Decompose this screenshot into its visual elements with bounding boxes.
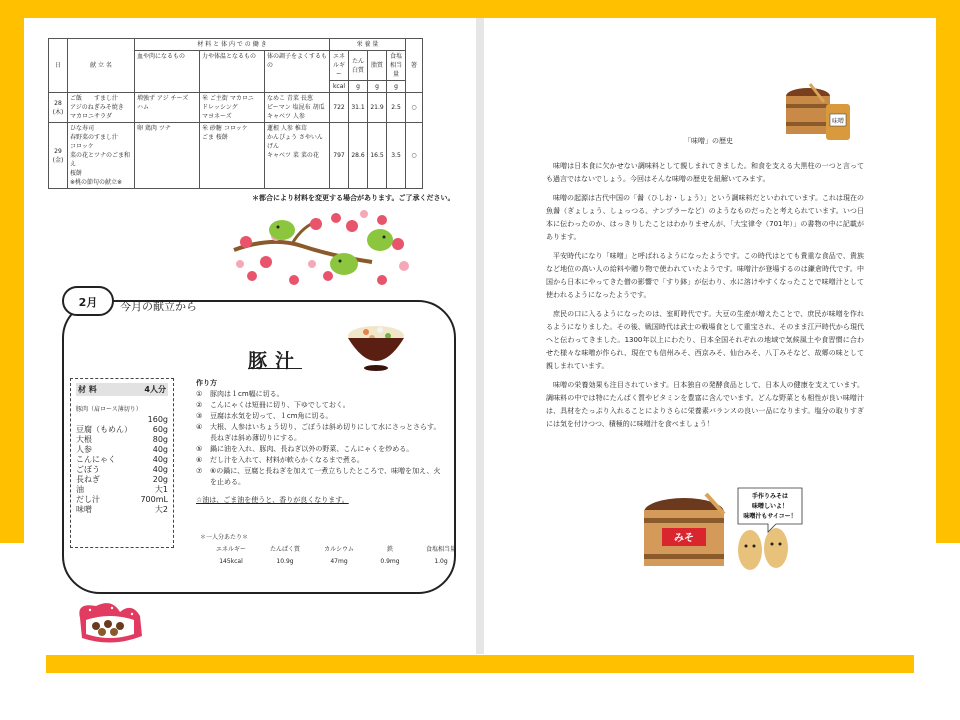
article-paragraph: 味噌は日本食に欠かせない調味料として親しまれてきました。和食を支える大黒柱の一つと言っても過言ではないでしょう。今回はそんな味噌の歴史を紐解いてみます。 <box>546 162 864 183</box>
ingredient-line: かんぴょう さやいんげん <box>267 134 323 150</box>
ingredient-row <box>76 465 168 475</box>
header-energy: 力や体温となるもの <box>200 51 265 93</box>
miso-barrel-characters-illustration <box>632 484 808 576</box>
ingredient-name: 大根 <box>76 435 92 444</box>
ingredient-line: ハム <box>137 104 150 111</box>
ingredient-amount: 大1 <box>154 485 168 494</box>
step-text: こんにゃくは短冊に切り、下ゆでしておく。 <box>210 401 350 409</box>
ingredient-row <box>76 435 168 445</box>
menu-item: アジのねぎみそ焼き <box>70 104 124 111</box>
nutrition-item-label: カルシウム <box>324 546 354 553</box>
menu-table <box>48 38 423 189</box>
ingredient-amount: 40g <box>152 465 168 474</box>
step-text: だし汁を入れて、材料が軟らかくなるまで煮る。 <box>210 456 364 464</box>
nutrition-item-value: 145kcal <box>219 558 243 565</box>
recipe-step <box>196 466 441 488</box>
table-row <box>49 93 423 123</box>
ingredients-label: 材 料 <box>78 385 97 394</box>
weekday: (金) <box>52 156 64 164</box>
top-border <box>0 0 960 18</box>
ingredient-row <box>76 485 168 495</box>
nutrition-item-label: 鉄 <box>386 546 393 553</box>
recipe-steps <box>196 378 441 506</box>
ingredient-amount: 40g <box>152 445 168 454</box>
menu-item: 菜の花とツナのごま和え <box>70 152 131 168</box>
ingredient-amount: 40g <box>152 455 168 464</box>
miso-bag-label: 味噌 <box>831 118 845 125</box>
speech-line: 味噌汁もサイコー！ <box>743 513 797 520</box>
menu-cell <box>68 93 135 123</box>
ingredient-row <box>76 415 168 425</box>
ingredient-row <box>76 404 168 415</box>
header-fat: 脂質 <box>368 51 387 81</box>
ingredient-amount: 80g <box>152 435 168 444</box>
day-number: 28 <box>54 99 62 107</box>
ingredient-amount: 20g <box>152 475 168 484</box>
dish-title: 豚汁 <box>248 350 303 372</box>
ingredients-header <box>76 383 168 396</box>
ingredient-line: 米 砂糖 コロッケ <box>202 125 248 132</box>
condition-cell <box>265 93 330 123</box>
menu-item: ※桃の節句の献立※ <box>70 179 123 186</box>
right-border <box>936 18 960 543</box>
ingredient-row <box>76 475 168 485</box>
header-menu: 献 立 名 <box>68 39 135 93</box>
menu-item: コロッケ <box>70 143 94 150</box>
ingredient-line: ピーマン 塩昆布 胡瓜 <box>267 104 325 111</box>
table-row <box>49 123 423 189</box>
protein-cell: 31.1 <box>349 93 368 123</box>
ingredient-row <box>76 445 168 455</box>
ingredient-name: 味噌 <box>76 505 92 514</box>
recipe-step <box>196 411 441 422</box>
article-paragraph: 庶民の口に入るようになったのは、室町時代です。大豆の生産が増えたことで、庶民が味噌を作れるようになりました。その後、戦国時代は武士の戦場食として重宝され、そのまま江戸時代から現代へと伝わってきました。1300年以上にわたり、日本全国それぞれの地域で気候風土や食習慣に合わせた様々な味噌が作られ、現在でも信州みそ、西京みそ、仙台みそ、八丁みそなど、故郷の味として親しまれています。 <box>546 310 864 370</box>
month-badge: 2月 <box>62 286 114 316</box>
kcal-cell: 722 <box>330 93 349 123</box>
ingredient-amount: 160g <box>147 415 168 424</box>
ingredient-row <box>76 505 168 515</box>
speech-line: 手作りみそは <box>751 493 789 500</box>
ingredient-line: キャベツ 菜 菜の花 <box>267 152 319 159</box>
unit-fat: g <box>368 81 387 93</box>
step-text: 豚肉は１cm幅に切る。 <box>210 390 284 398</box>
step-number: ① <box>196 390 203 398</box>
recipe-step <box>196 422 441 444</box>
menu-item: ご飯 すまし汁 <box>70 95 119 102</box>
header-kcal: エネルギー <box>330 51 349 81</box>
ingredient-name: 豚肉（肩ロース薄切り） <box>76 406 142 413</box>
fat-cell: 21.9 <box>368 93 387 123</box>
ingredient-amount: 大2 <box>154 505 168 514</box>
kcal-cell: 797 <box>330 123 349 189</box>
ingredient-change-notice: ＊都合により材料を変更する場合があります。ご了承ください。 <box>252 194 455 202</box>
ingredient-row <box>76 495 168 505</box>
menu-item: 春野菜のすまし汁 <box>70 134 119 141</box>
step-text: ⑥の鍋に、豆腐と長ねぎを加えて一煮立ちしたところで、味噌を加え、火を止める。 <box>210 467 441 486</box>
menu-item: ひな寿司 <box>70 125 95 132</box>
blood-cell <box>135 93 200 123</box>
menu-cell <box>68 123 135 189</box>
header-nutrition-group: 栄 養 量 <box>330 39 406 51</box>
ingredient-line: ドレッシング <box>202 104 238 111</box>
ingredient-line: ごま 桜餅 <box>202 134 228 141</box>
weekday: (木) <box>52 108 64 116</box>
unit-kcal: kcal <box>330 81 349 93</box>
header-blood: 血や肉になるもの <box>135 51 200 93</box>
header-salt: 食塩相当量 <box>387 51 406 81</box>
chopsticks-cell: ○ <box>406 93 423 123</box>
bottom-border <box>46 655 914 673</box>
ingredient-name: こんにゃく <box>76 455 116 464</box>
ingredient-line: マヨネーズ <box>202 113 232 120</box>
step-number: ④ <box>196 423 203 431</box>
recipe-step <box>196 400 441 411</box>
nutrition-item-label: 食塩相当量 <box>425 546 456 553</box>
energy-cell <box>200 123 265 189</box>
salt-cell: 2.5 <box>387 93 406 123</box>
ingredient-line: 卵 鶏肉 ツナ <box>137 125 171 132</box>
tonjiru-bowl-illustration <box>344 318 408 374</box>
article-paragraph: 味噌の栄養効果も注目されています。日本独自の発酵食品として、日本人の健康を支えています。調味料の中では特にたんぱく質やビタミンを豊富に含んでいます。どんな野菜とも相性が良い味噌汁は、具材をたっぷり入れることによりさらに栄養素バランスの良い一品になります。塩分の取りすぎには気を付けつつ、積極的に味噌汁を食べましょう！ <box>546 381 864 428</box>
barrel-label: みそ <box>674 533 694 544</box>
step-text: 大根、人参はいちょう切り、ごぼうは斜め切りにして水にさっとさらす。長ねぎは斜め薄切りにする。 <box>210 423 441 442</box>
energy-cell <box>200 93 265 123</box>
nutrition-item-value: 0.9mg <box>380 558 400 565</box>
ingredient-name: 油 <box>76 485 84 494</box>
unit-protein: g <box>349 81 368 93</box>
nutrition-item-value: 10.9g <box>276 558 294 565</box>
ingredient-name: 人参 <box>76 445 92 454</box>
ingredient-line: 増強ず アジ チーズ <box>137 95 189 102</box>
ingredient-name: だし汁 <box>76 495 100 504</box>
blood-cell <box>135 123 200 189</box>
step-number: ⑥ <box>196 456 203 464</box>
miso-barrel-illustration <box>780 82 854 146</box>
step-number: ⑦ <box>196 467 203 475</box>
nutrition-grid <box>204 544 468 568</box>
step-text: 豆腐は水気を切って、１cm角に切る。 <box>210 412 333 420</box>
ingredient-name: ごぼう <box>76 465 100 474</box>
ingredient-amount: 700mL <box>140 495 168 504</box>
ingredient-row <box>76 455 168 465</box>
left-border <box>0 18 24 543</box>
article-paragraph: 味噌の起源は古代中国の「醤（ひしお・しょう）」という調味料だといわれています。これは現在の魚醤（ぎょしょう、しょっつる、ナンプラーなど）のようなものだったと考えられています。いつ日本に伝わったのか、はっきりしたことはわかりませんが、「大宝律令（701年）」の書物の中に記載があります。 <box>546 194 864 241</box>
day-number: 29 <box>54 147 62 155</box>
step-number: ③ <box>196 412 203 420</box>
condition-cell <box>265 123 330 189</box>
ingredient-line: 米 ご主街 マカロニ <box>202 95 254 102</box>
ingredient-line: なめこ 青菜 長葱 <box>267 95 313 102</box>
header-chopsticks: 箸 <box>406 39 423 93</box>
ingredient-line: 蓮根 人参 椎茸 <box>267 125 307 132</box>
article-paragraph: 平安時代になり「味噌」と呼ばれるようになったようです。この時代はとても貴重な食品で、貴族など地位の高い人の給料や贈り物で使われていたようです。味噌汁が登場するのは鎌倉時代です。中国から日本にやってきた僧の影響で「すり鉢」が伝わり、水に溶けやすくなったことで味噌汁として使われるようになったようです。 <box>546 252 864 299</box>
menu-item: 桜餅 <box>70 170 83 177</box>
chopsticks-cell: ○ <box>406 123 423 189</box>
ingredient-line: キャベツ 人参 <box>267 113 305 120</box>
step-number: ② <box>196 401 203 409</box>
servings-label: 4人分 <box>144 385 166 394</box>
ingredients-box <box>70 378 174 548</box>
header-ingredients-group: 材 料 と 体 内 で の 働 き <box>135 39 330 51</box>
nutrition-label: ＊一人分あたり＊ <box>200 534 249 541</box>
speech-line: 味噌しいよ！ <box>751 503 789 510</box>
article-title: 「味噌」の歴史 <box>684 137 733 145</box>
chocolate-box-illustration <box>72 598 150 648</box>
ingredient-amount: 60g <box>152 425 168 434</box>
header-condition: 体の調子をよくするもの <box>265 51 330 93</box>
menu-item: マカロニサラダ <box>70 113 112 120</box>
fat-cell: 16.5 <box>368 123 387 189</box>
ingredient-name: 長ねぎ <box>76 475 100 484</box>
header-protein: たん白質 <box>349 51 368 81</box>
salt-cell: 3.5 <box>387 123 406 189</box>
nutrition-item-value: 1.0g <box>434 558 448 565</box>
day-cell <box>49 123 68 189</box>
page-divider <box>476 18 484 654</box>
steps-label: 作り方 <box>196 379 217 387</box>
unit-salt: g <box>387 81 406 93</box>
protein-cell: 28.6 <box>349 123 368 189</box>
recipe-step <box>196 389 441 400</box>
recipe-tip: ☆油は、ごま油を使うと、香りが良くなります。 <box>196 496 349 504</box>
day-cell <box>49 93 68 123</box>
article-body <box>546 160 864 437</box>
plum-blossom-birds-illustration <box>232 206 412 290</box>
header-day: 日 <box>49 39 68 93</box>
nutrition-item-value: 47mg <box>330 558 348 565</box>
step-number: ⑤ <box>196 445 203 453</box>
recipe-step <box>196 444 441 455</box>
nutrition-item-label: たんぱく質 <box>269 546 300 553</box>
ingredient-name: 豆腐（もめん） <box>76 425 132 434</box>
nutrition-item-label: エネルギー <box>215 546 246 553</box>
recipe-subtitle: 今月の献立から <box>120 300 197 313</box>
step-text: 鍋に油を入れ、豚肉、長ねぎ以外の野菜、こんにゃくを炒める。 <box>210 445 414 453</box>
ingredient-row <box>76 425 168 435</box>
recipe-step <box>196 455 441 466</box>
